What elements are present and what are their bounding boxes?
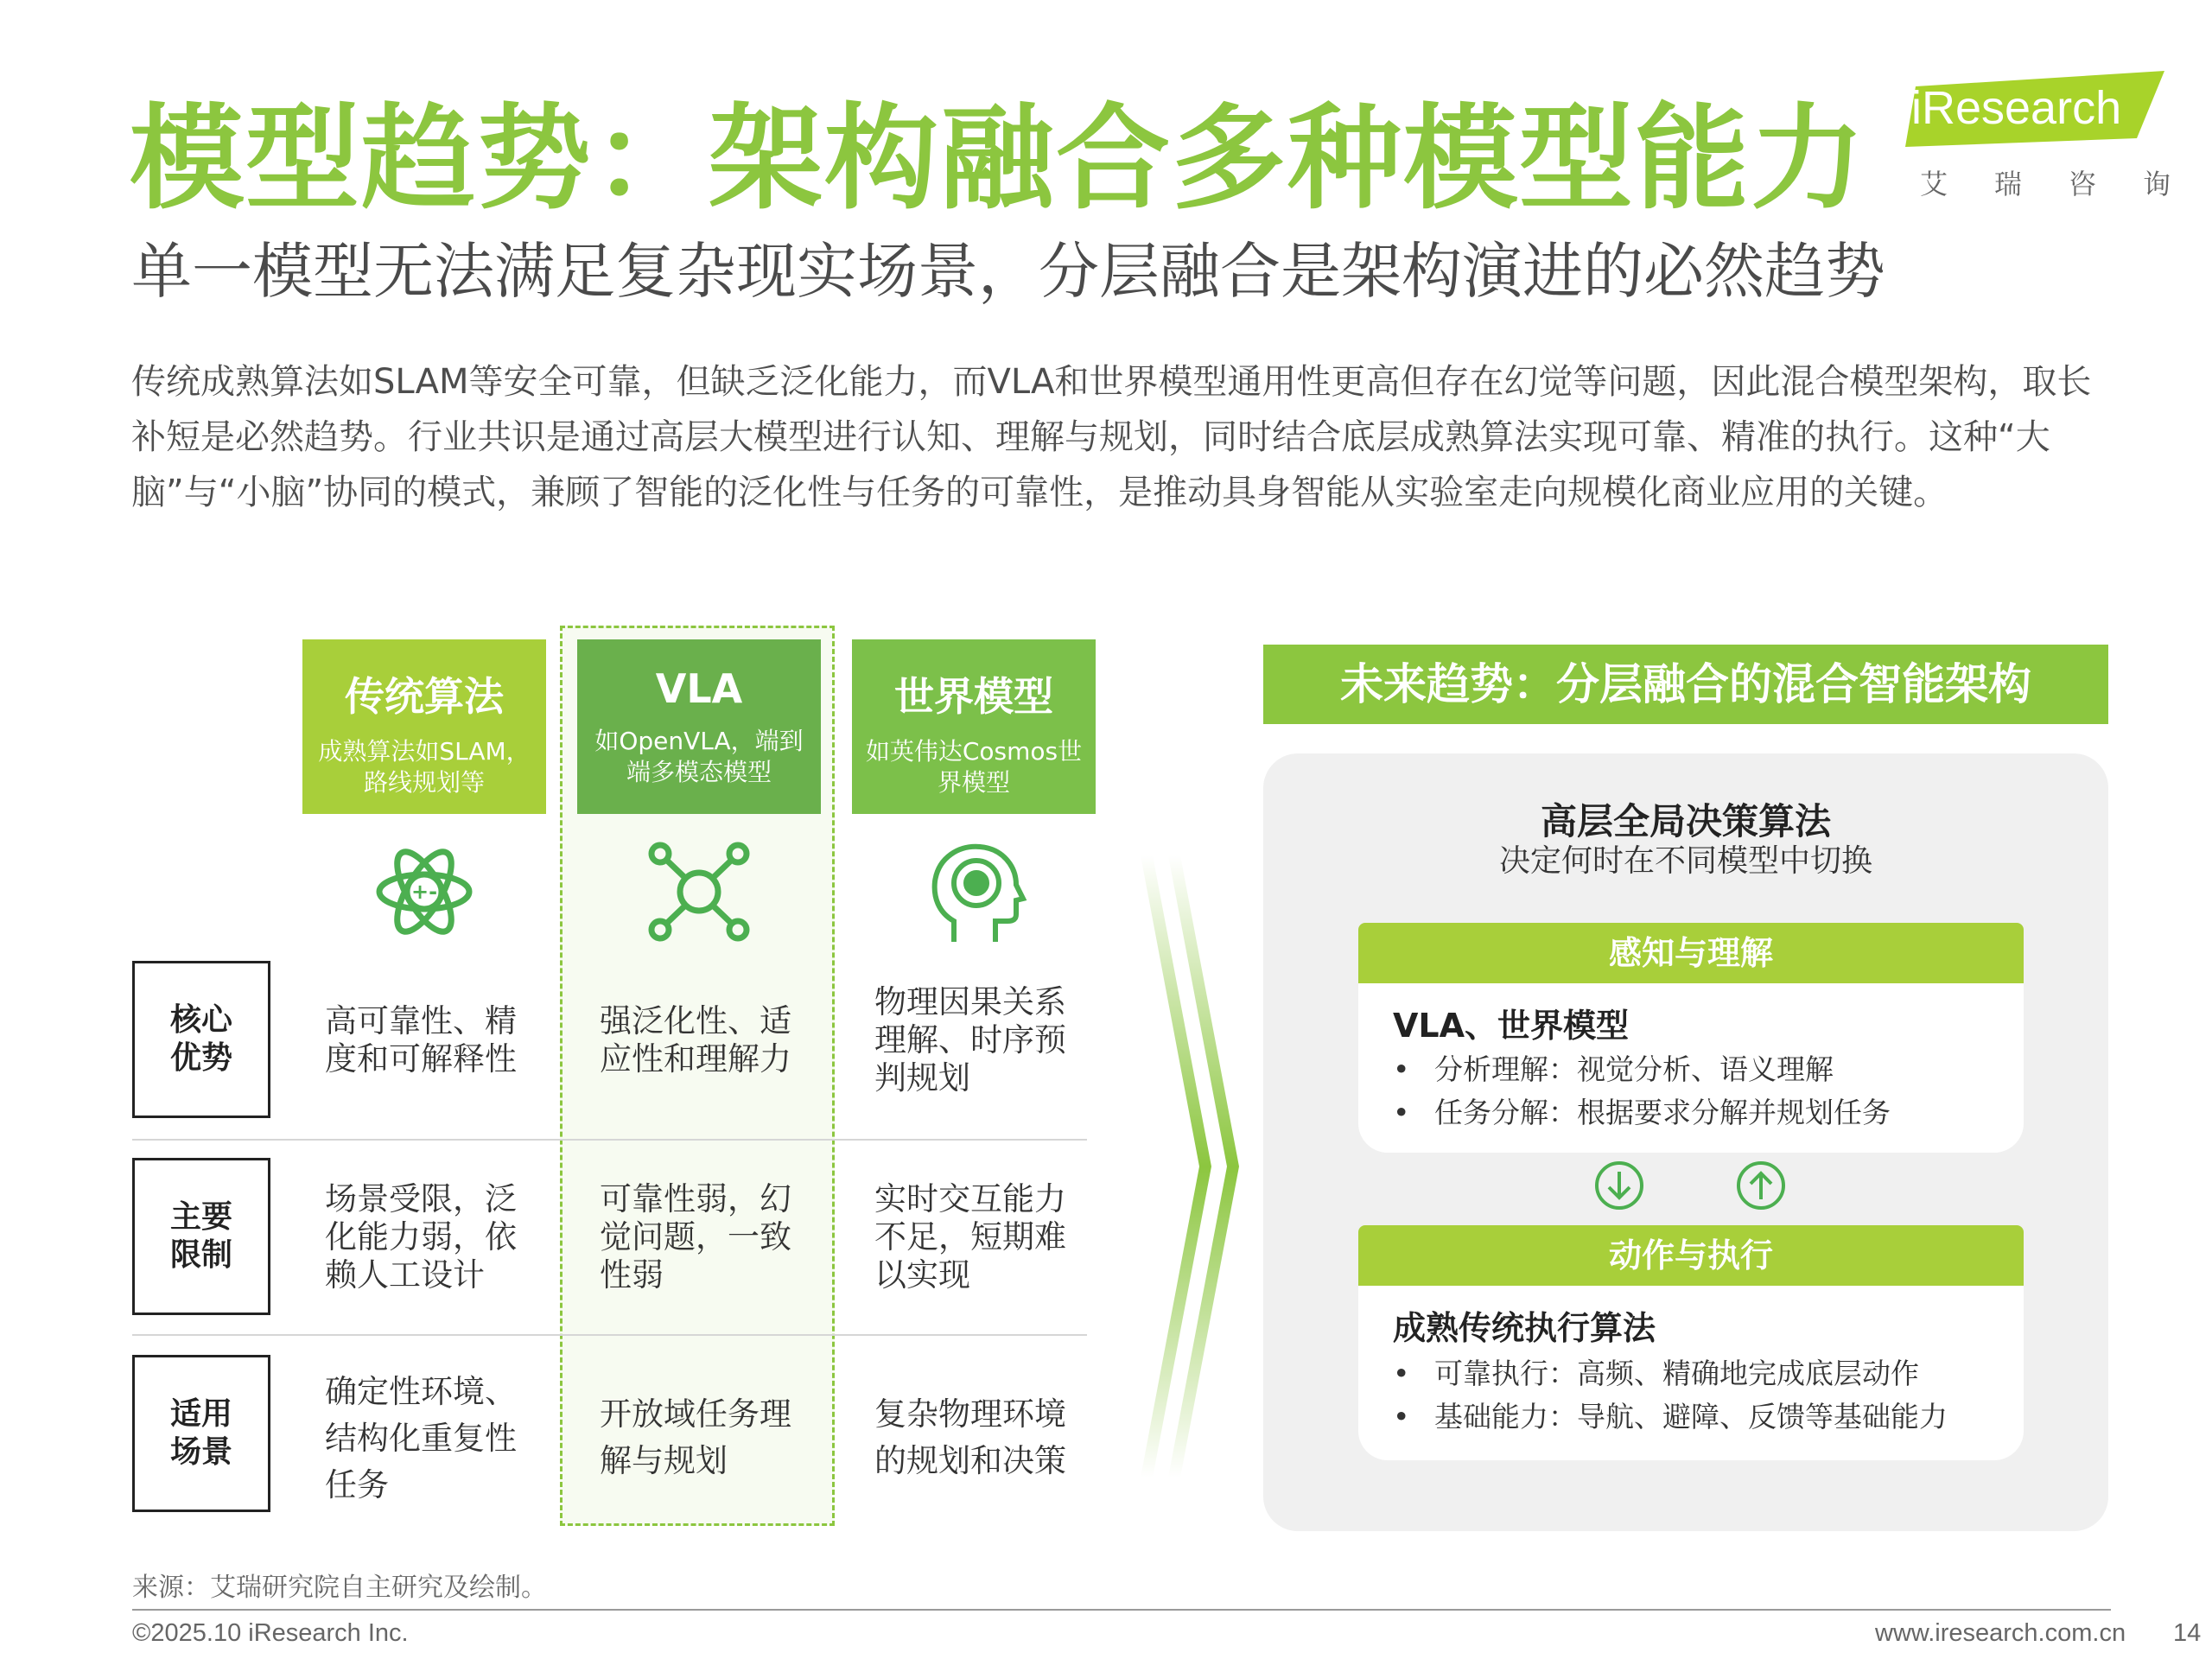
source-note: 来源：艾瑞研究院自主研究及绘制。 — [132, 1573, 547, 1603]
page-number: 14 — [2173, 1619, 2202, 1647]
list-item — [1393, 1395, 1948, 1435]
logo-subtitle — [1920, 162, 2171, 202]
row-label-text: 核心优势 — [169, 1002, 232, 1076]
list-item-text: 可靠执行：高频、精确地完成底层动作 — [1434, 1357, 1919, 1390]
cell-vla-scenario: 开放域任务理解与规划 — [600, 1395, 791, 1479]
perception-layer-bar: 感知与理解 — [1358, 923, 2024, 983]
list-item — [1393, 1351, 1919, 1392]
column-title: 传统算法 — [345, 673, 504, 720]
column-header-traditional — [302, 639, 546, 814]
logo-sub-char: 艾 — [1920, 168, 1948, 200]
row-label-advantages — [132, 961, 270, 1118]
bullet: • — [1393, 1357, 1410, 1390]
logo-sub-char: 咨 — [2068, 168, 2096, 200]
cell-vla-limitation: 可靠性弱，幻觉问题，一致性弱 — [600, 1180, 791, 1294]
page-subtitle: 单一模型无法满足复杂现实场景，分层融合是架构演进的必然趋势 — [131, 236, 1885, 307]
logo-wordmark: iResearch — [1911, 82, 2122, 134]
column-subtitle: 如英伟达Cosmos世界模型 — [865, 737, 1083, 797]
logo-sub-char: 询 — [2142, 168, 2171, 200]
row-label-scenarios — [132, 1355, 270, 1512]
row-divider — [132, 1139, 1087, 1141]
column-title: 世界模型 — [894, 673, 1053, 720]
copyright: ©2025.10 iResearch Inc. — [132, 1619, 409, 1647]
row-label-limitations — [132, 1158, 270, 1315]
bullet: • — [1393, 1096, 1410, 1129]
future-trend-heading: 未来趋势：分层融合的混合智能架构 — [1263, 645, 2108, 724]
execution-layer-bar: 动作与执行 — [1358, 1225, 2024, 1286]
bullet: • — [1393, 1400, 1410, 1433]
arrow-down-circle-icon — [1592, 1158, 1647, 1213]
list-item-text: 分析理解：视觉分析、语义理解 — [1434, 1052, 1834, 1086]
perception-layer-title: VLA、世界模型 — [1393, 1007, 1630, 1045]
list-item-text: 基础能力：导航、避障、反馈等基础能力 — [1434, 1400, 1948, 1433]
column-subtitle: 如OpenVLA，端到端多模态模型 — [594, 727, 804, 786]
top-algorithm-desc: 决定何时在不同模型中切换 — [1498, 843, 1872, 879]
svg-text:+-: +- — [410, 880, 438, 904]
top-algorithm-title: 高层全局决策算法 — [1540, 800, 1831, 842]
row-label-text: 适用场景 — [169, 1396, 232, 1470]
cell-traditional-scenario: 确定性环境、结构化重复性任务 — [325, 1373, 517, 1503]
column-subtitle: 成熟算法如SLAM，路线规划等 — [318, 737, 531, 797]
column-header-vla — [577, 639, 821, 814]
list-item — [1393, 1047, 1834, 1088]
column-title: VLA — [655, 665, 743, 712]
cell-traditional-advantage: 高可靠性、精度和可解释性 — [325, 1002, 517, 1077]
execution-layer-title: 成熟传统执行算法 — [1393, 1309, 1656, 1347]
network-hub-icon — [577, 831, 821, 952]
logo-sub-char: 瑞 — [1993, 168, 2022, 200]
bullet: • — [1393, 1052, 1410, 1086]
cell-traditional-limitation: 场景受限，泛化能力弱，依赖人工设计 — [325, 1180, 517, 1294]
head-brain-icon — [852, 831, 1096, 952]
list-item — [1393, 1090, 1891, 1131]
cell-world-scenario: 复杂物理环境的规划和决策 — [874, 1395, 1066, 1479]
cell-vla-advantage: 强泛化性、适应性和理解力 — [600, 1002, 791, 1077]
atom-icon — [302, 831, 546, 952]
cell-world-limitation: 实时交互能力不足，短期难以实现 — [874, 1180, 1066, 1294]
page-title: 模型趋势：架构融合多种模型能力 — [130, 92, 1866, 226]
column-header-world-model — [852, 639, 1096, 814]
arrow-up-circle-icon — [1733, 1158, 1789, 1213]
website-link[interactable]: www.iresearch.com.cn — [1875, 1619, 2126, 1647]
cell-world-advantage: 物理因果关系理解、时序预判规划 — [874, 983, 1066, 1096]
list-item-text: 任务分解：根据要求分解并规划任务 — [1434, 1096, 1891, 1129]
chevron-right-icon — [1139, 855, 1243, 1478]
intro-paragraph: 传统成熟算法如SLAM等安全可靠，但缺乏泛化能力，而VLA和世界模型通用性更高但存在幻觉等问题，因此混合模型架构，取长补短是必然趋势。行业共识是通过高层大模型进行认知、理解与规划，同时结合底层成熟算法实现可靠、精准的执行。这种“大脑”与“小脑”协同的模式，兼顾了智能的泛化性与任务的可靠性，是推动具身智能从实验室走向规模化商业应用的关键。 — [131, 362, 2092, 512]
row-divider — [132, 1334, 1087, 1336]
row-label-text: 主要限制 — [169, 1199, 232, 1273]
footer-divider — [132, 1609, 2111, 1611]
